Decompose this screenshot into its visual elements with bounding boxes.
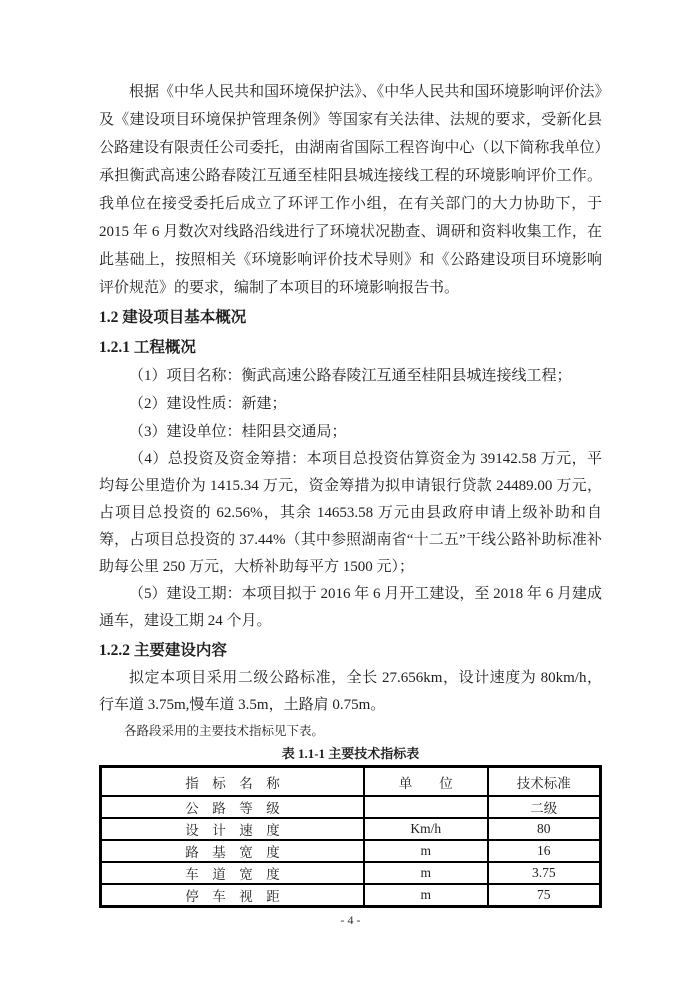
table-cell-value: 二级 xyxy=(488,796,601,818)
table-row-lane-width xyxy=(101,862,601,884)
table-cell-value: 80 xyxy=(488,818,601,840)
list-item-project-name: （1）项目名称：衡武高速公路春陵江互通至桂阳县城连接线工程； xyxy=(129,368,572,384)
table-row-roadbed-width xyxy=(101,840,601,862)
table-cell-name: 公 路 等 级 xyxy=(101,796,365,818)
table-cell-name: 设 计 速 度 xyxy=(101,818,365,840)
table-cell-name: 停 车 视 距 xyxy=(101,884,365,907)
table-caption: 表 1.1-1 主要技术指标表 xyxy=(281,746,420,761)
table-cell-unit xyxy=(364,796,488,818)
section-heading-1-2-1: 1.2.1 工程概况 xyxy=(99,339,196,356)
table-cell-value: 16 xyxy=(488,840,601,862)
intro-paragraph: 根据《中华人民共和国环境保护法》、《中华人民共和国环境影响评价法》及《建设项目环境保护管理条例》等国家有关法律、法规的要求，受新化县公路建设有限责任公司委托，由湖南省国际工程咨询中心（以下简称我单位）承担衡武高速公路春陵江互通至桂阳县城连接线工程的环境影响评价工作。我单位在接受委托后成立了环评工作小组，在有关部门的大力协助下，于 2015 年 6 月数次对线路沿线进行了环境状况勘查、调研和资料收集工作，在此基础上，按照相关《环境影响评价技术导则》和《公路建设项目环境影响评价规范》的要求，编制了本项目的环境影响报告书。 xyxy=(99,84,602,296)
table-cell-unit: m xyxy=(364,884,488,907)
list-item-construction-nature: （2）建设性质：新建； xyxy=(129,396,287,412)
document-content xyxy=(99,78,602,929)
table-cell-value: 3.75 xyxy=(488,862,601,884)
table-intro-line: 各路段采用的主要技术指标见下表。 xyxy=(124,724,325,738)
list-item-investment-funding: （4）总投资及资金筹措：本项目总投资估算资金为 39142.58 万元，平均每公里造价为 1415.34 万元，资金筹措为拟申请银行贷款 24489.00 万元，占项目总投资的 62.56%，其余 14653.58 万元由县政府申请上级补助和自筹，占项目总投资的 37.44%（其中参照湖南省“十二五”干线公路补助标准补助每公里 250 万元，大桥补助每平方 1500 元）； xyxy=(99,451,602,575)
tech-standards-table xyxy=(99,765,602,908)
list-item-construction-period: （5）建设工期：本项目拟于 2016 年 6 月开工建设，至 2018 年 6 月建成通车，建设工期 24 个月。 xyxy=(99,586,602,629)
list-item-construction-unit: （3）建设单位：桂阳县交通局； xyxy=(129,424,347,440)
table-cell-name: 车 道 宽 度 xyxy=(101,862,365,884)
page-number: - 4 - xyxy=(340,913,361,927)
section-heading-1-2: 1.2 建设项目基本概况 xyxy=(99,309,247,326)
table-cell-unit: Km/h xyxy=(364,818,488,840)
table-cell-unit: m xyxy=(364,840,488,862)
standards-paragraph: 拟定本项目采用二级公路标准，全长 27.656km，设计速度为 80km/h，行车道 3.75m,慢车道 3.5m，土路肩 0.75m。 xyxy=(99,670,602,713)
table-cell-name: 路 基 宽 度 xyxy=(101,840,365,862)
column-header-tech-standard: 技术标准 xyxy=(488,767,601,797)
column-header-indicator-name: 指 标 名 称 xyxy=(101,767,365,797)
table-cell-unit: m xyxy=(364,862,488,884)
table-cell-value: 75 xyxy=(488,884,601,907)
table-row-highway-grade xyxy=(101,796,601,818)
section-heading-1-2-2: 1.2.2 主要建设内容 xyxy=(99,642,227,659)
table-header-row xyxy=(101,767,601,797)
table-row-design-speed xyxy=(101,818,601,840)
table-row-stopping-sight-distance xyxy=(101,884,601,907)
column-header-unit: 单 位 xyxy=(364,767,488,797)
